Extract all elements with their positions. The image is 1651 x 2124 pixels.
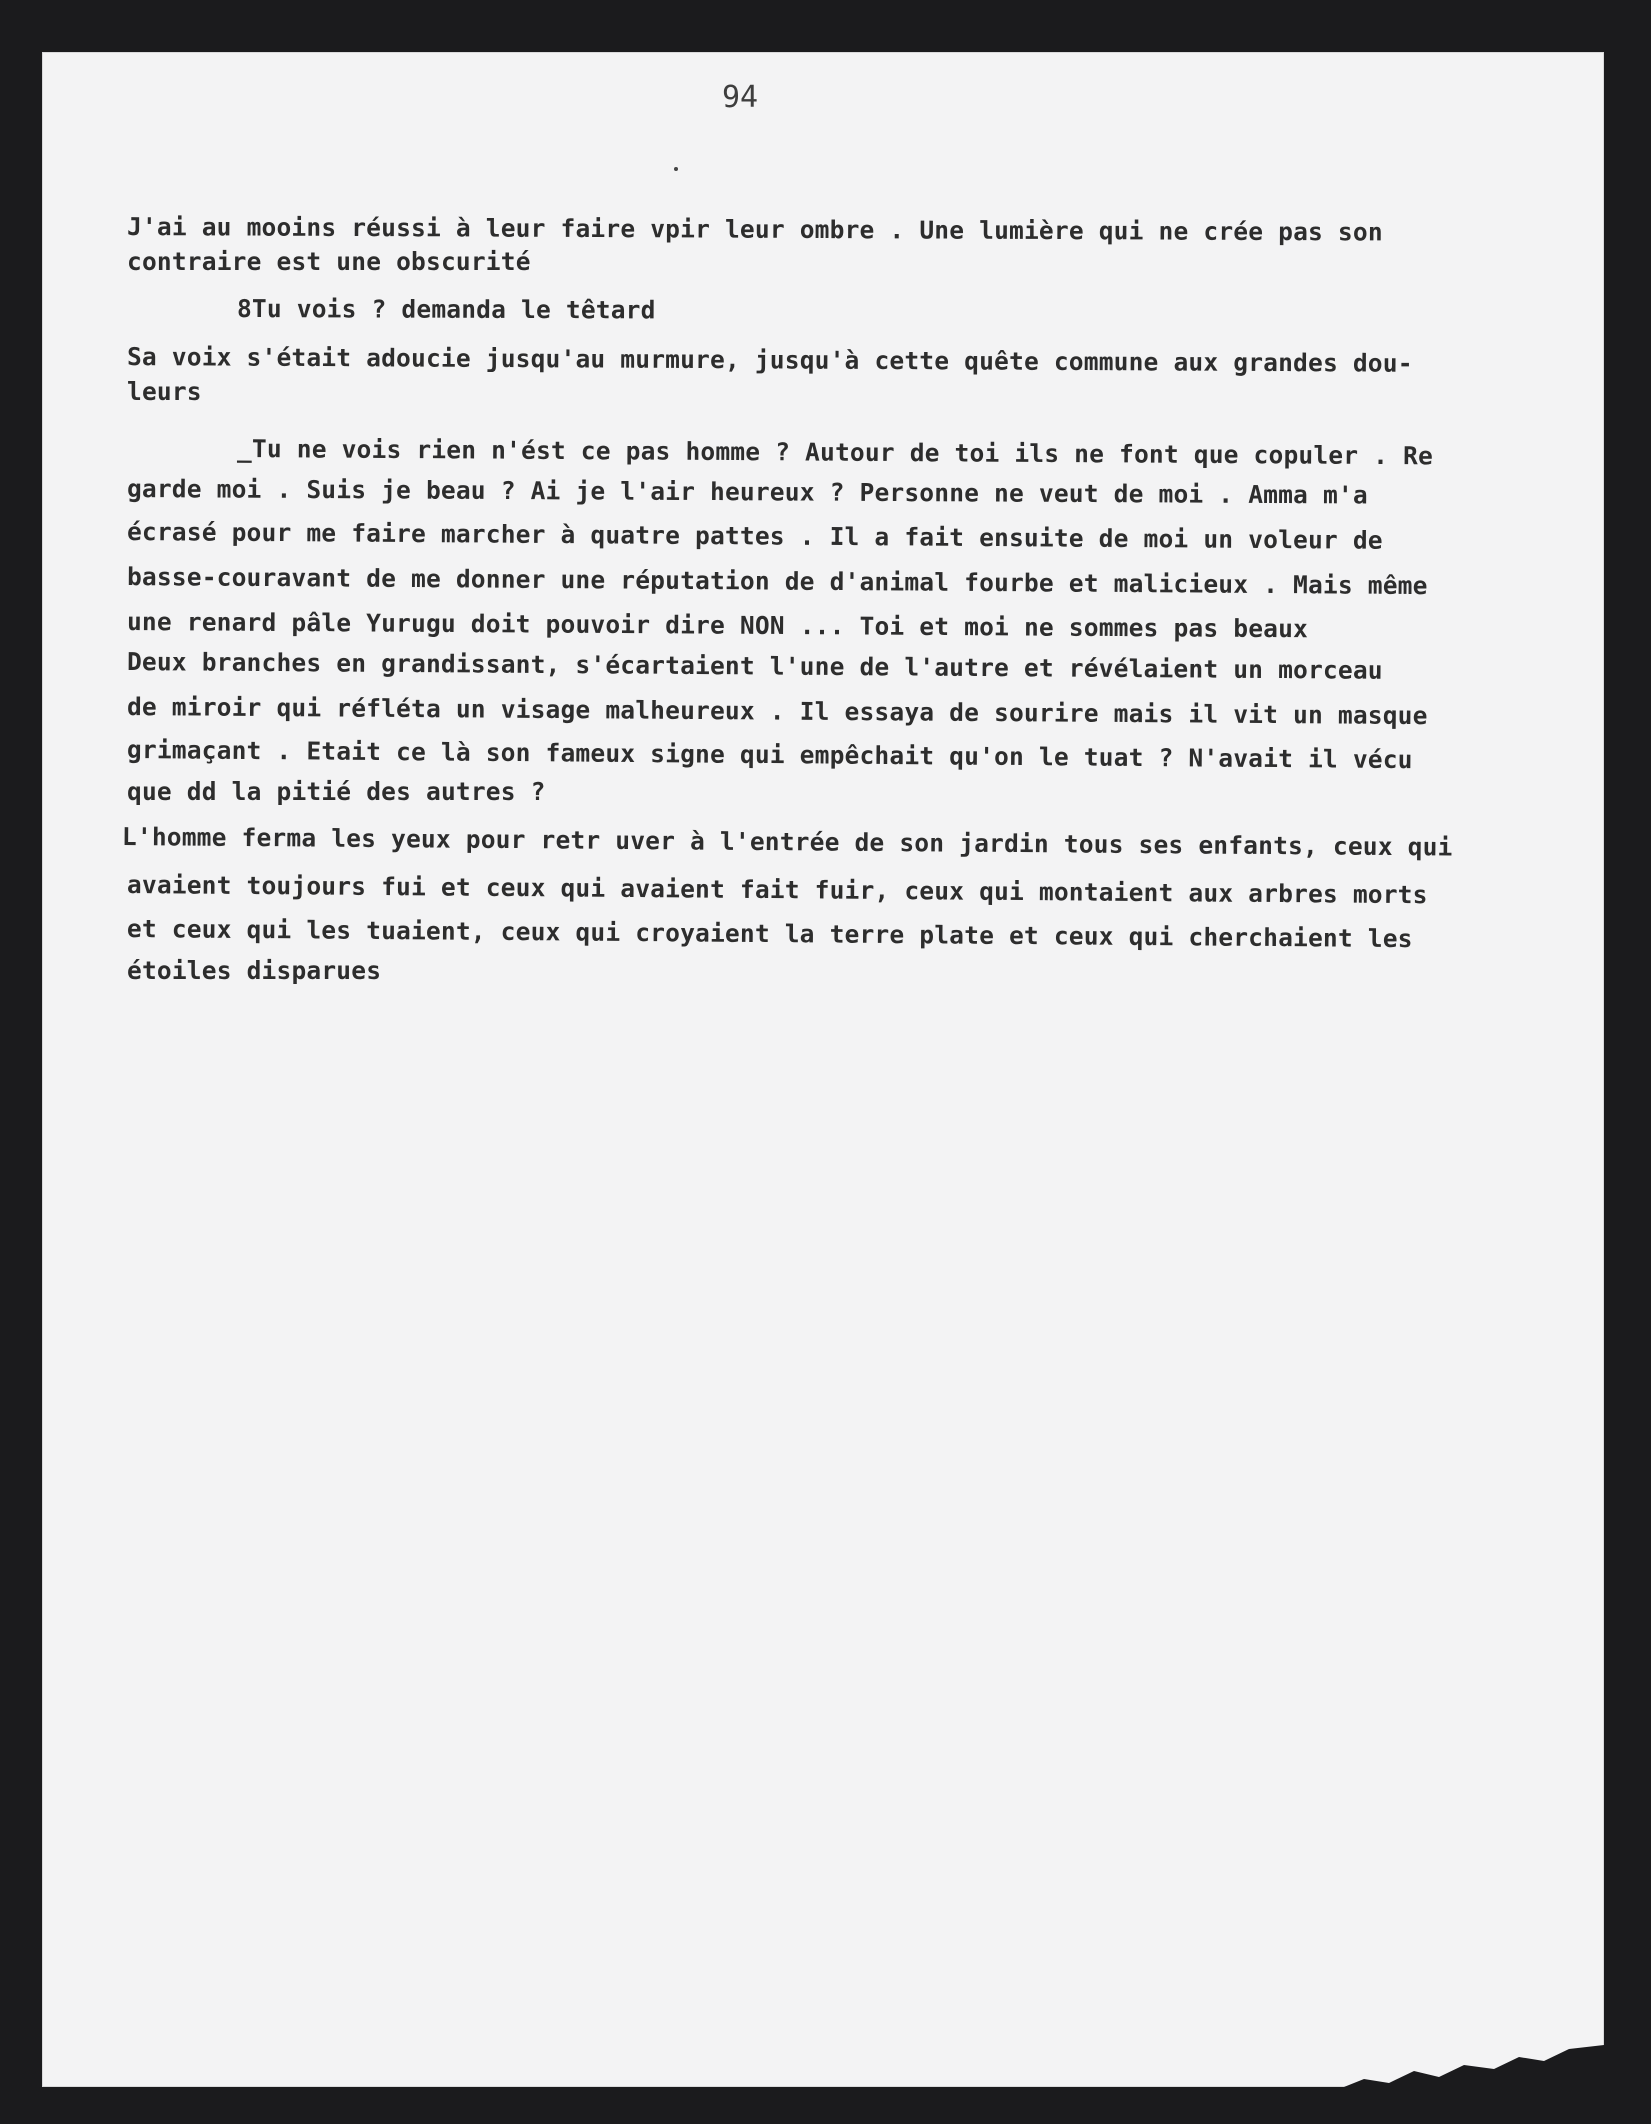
text-line: 8Tu vois ? demanda le têtard: [236, 294, 656, 325]
text-line: garde moi . Suis je beau ? Ai je l'air heureux ? Personne ne veut de moi . Amma m'a: [126, 474, 1368, 510]
text-line: contraire est une obscurité: [127, 247, 531, 276]
text-line: basse-couravant de me donner une réputation de d'animal fourbe et malicieux . Mais même: [126, 562, 1428, 601]
typewritten-page: [42, 52, 1604, 2087]
text-line: Sa voix s'était adoucie jusqu'au murmure, jusqu'à cette quête commune aux grandes dou-: [126, 342, 1413, 378]
text-line: étoiles disparues: [127, 956, 382, 985]
text-line: avaient toujours fui et ceux qui avaient fait fuir, ceux qui montaient aux arbres morts: [126, 870, 1428, 910]
text-line: une renard pâle Yurugu doit pouvoir dire NON ... Toi et moi ne sommes pas beaux: [126, 607, 1309, 644]
body-text: [42, 52, 1604, 2087]
text-line: écrasé pour me faire marcher à quatre pattes . Il a fait ensuite de moi un voleur de: [126, 517, 1383, 555]
text-line: grimaçant . Etait ce là son fameux signe qui empêchait qu'on le tuat ? N'avait il vécu: [126, 735, 1413, 775]
text-line: L'homme ferma les yeux pour retr uver à l'entrée de son jardin tous ses enfants, ceux qui: [121, 822, 1453, 862]
text-line: de miroir qui réfléta un visage malheureux . Il essaya de sourire mais il vit un masque: [126, 692, 1428, 731]
text-line: leurs: [127, 377, 202, 406]
text-line: et ceux qui les tuaient, ceux qui croyaient la terre plate et ceux qui cherchaient les: [126, 914, 1413, 954]
text-line: _Tu ne vois rien n'ést ce pas homme ? Autour de toi ils ne font que copuler . Re: [236, 434, 1434, 471]
page-number: 94: [722, 80, 759, 115]
text-line: Deux branches en grandissant, s'écartaient l'une de l'autre et révélaient un morceau: [126, 647, 1383, 685]
text-line: que dd la pitié des autres ?: [127, 777, 546, 806]
text-line: J'ai au mooins réussi à leur faire vpir leur ombre . Une lumière qui ne crée pas son: [126, 212, 1383, 247]
torn-corner: [1344, 2027, 1604, 2087]
